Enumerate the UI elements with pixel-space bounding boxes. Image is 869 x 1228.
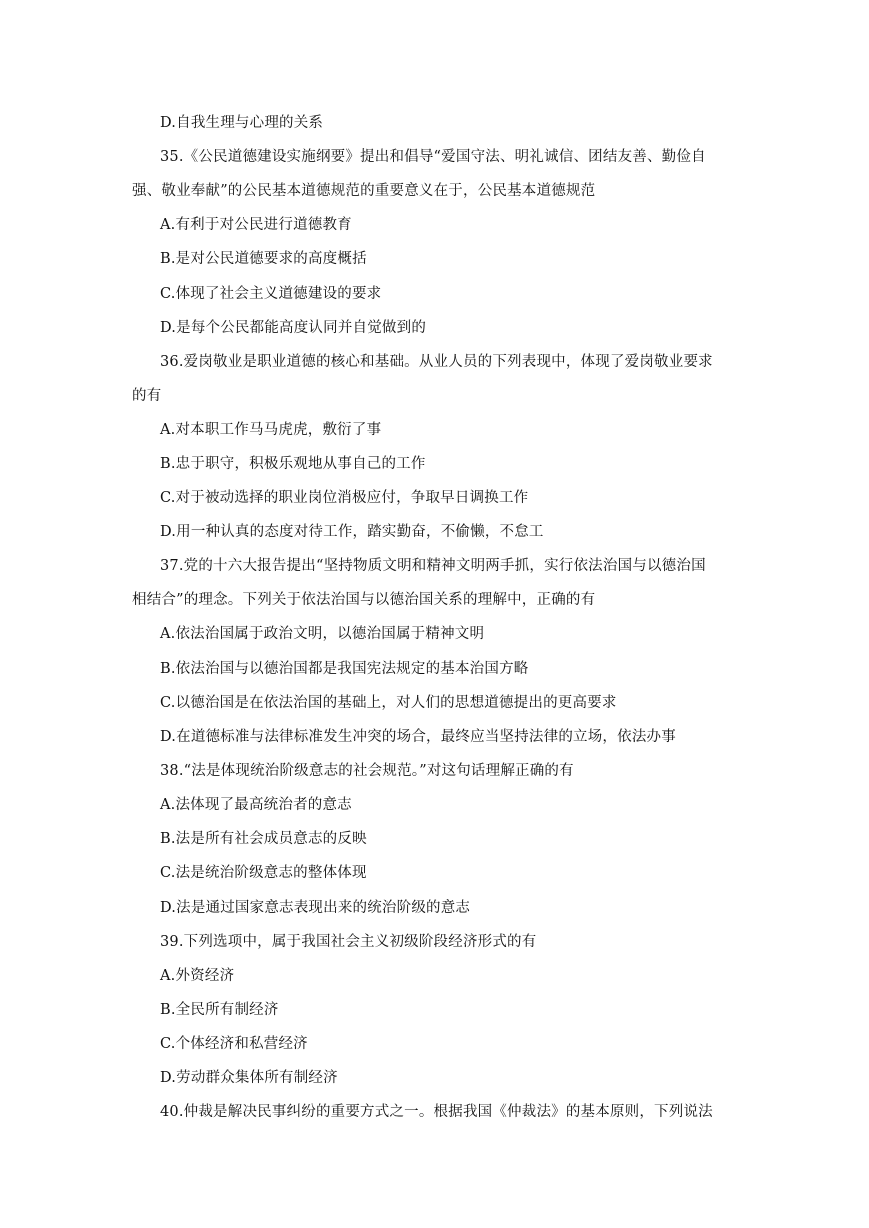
q35-option-d: D.是每个公民都能高度认同并自觉做到的: [160, 320, 427, 336]
q36-option-b: B.忠于职守，积极乐观地从事自己的工作: [160, 456, 426, 472]
q37-stem-line-2: 相结合”的理念。下列关于依法治国与以德治国关系的理解中，正确的有: [132, 592, 596, 608]
q36-option-c: C.对于被动选择的职业岗位消极应付，争取早日调换工作: [160, 490, 529, 506]
q38-stem-line-1: 38.“法是体现统治阶级意志的社会规范。”对这句话理解正确的有: [160, 763, 574, 779]
q37-option-a: A.依法治国属于政治文明，以德治国属于精神文明: [160, 626, 485, 642]
q36-stem-line-2: 的有: [132, 388, 162, 404]
q37-option-c: C.以德治国是在依法治国的基础上，对人们的思想道德提出的更高要求: [160, 695, 617, 711]
q38-option-c: C.法是统治阶级意志的整体体现: [160, 865, 367, 881]
q35-option-a: A.有利于对公民进行道德教育: [160, 217, 352, 233]
q38-option-a: A.法体现了最高统治者的意志: [160, 797, 352, 813]
q34-option-d: D.自我生理与心理的关系: [160, 115, 324, 131]
q40-stem-line-1: 40.仲裁是解决民事纠纷的重要方式之一。根据我国《仲裁法》的基本原则，下列说法: [160, 1104, 713, 1120]
q39-option-b: B.全民所有制经济: [160, 1002, 279, 1018]
q37-option-b: B.依法治国与以德治国都是我国宪法规定的基本治国方略: [160, 661, 529, 677]
q35-stem-line-1: 35.《公民道德建设实施纲要》提出和倡导“爱国守法、明礼诚信、团结友善、勤俭自: [160, 149, 706, 165]
q39-stem-line-1: 39.下列选项中，属于我国社会主义初级阶段经济形式的有: [160, 934, 537, 950]
q36-option-d: D.用一种认真的态度对待工作，踏实勤奋，不偷懒，不怠工: [160, 524, 544, 540]
q35-option-b: B.是对公民道德要求的高度概括: [160, 251, 367, 267]
q37-option-d: D.在道德标准与法律标准发生冲突的场合，最终应当坚持法律的立场，依法办事: [160, 729, 676, 745]
q36-stem-line-1: 36.爱岗敬业是职业道德的核心和基础。从业人员的下列表现中，体现了爱岗敬业要求: [160, 354, 713, 370]
q39-option-d: D.劳动群众集体所有制经济: [160, 1070, 338, 1086]
q39-option-a: A.外资经济: [160, 968, 235, 984]
q39-option-c: C.个体经济和私营经济: [160, 1036, 308, 1052]
q37-stem-line-1: 37.党的十六大报告提出“坚持物质文明和精神文明两手抓，实行依法治国与以德治国: [160, 558, 706, 574]
q35-stem-line-2: 强、敬业奉献”的公民基本道德规范的重要意义在于，公民基本道德规范: [132, 183, 596, 199]
q35-option-c: C.体现了社会主义道德建设的要求: [160, 286, 382, 302]
q38-option-d: D.法是通过国家意志表现出来的统治阶级的意志: [160, 900, 471, 916]
q38-option-b: B.法是所有社会成员意志的反映: [160, 831, 367, 847]
q36-option-a: A.对本职工作马马虎虎，敷衍了事: [160, 422, 382, 438]
